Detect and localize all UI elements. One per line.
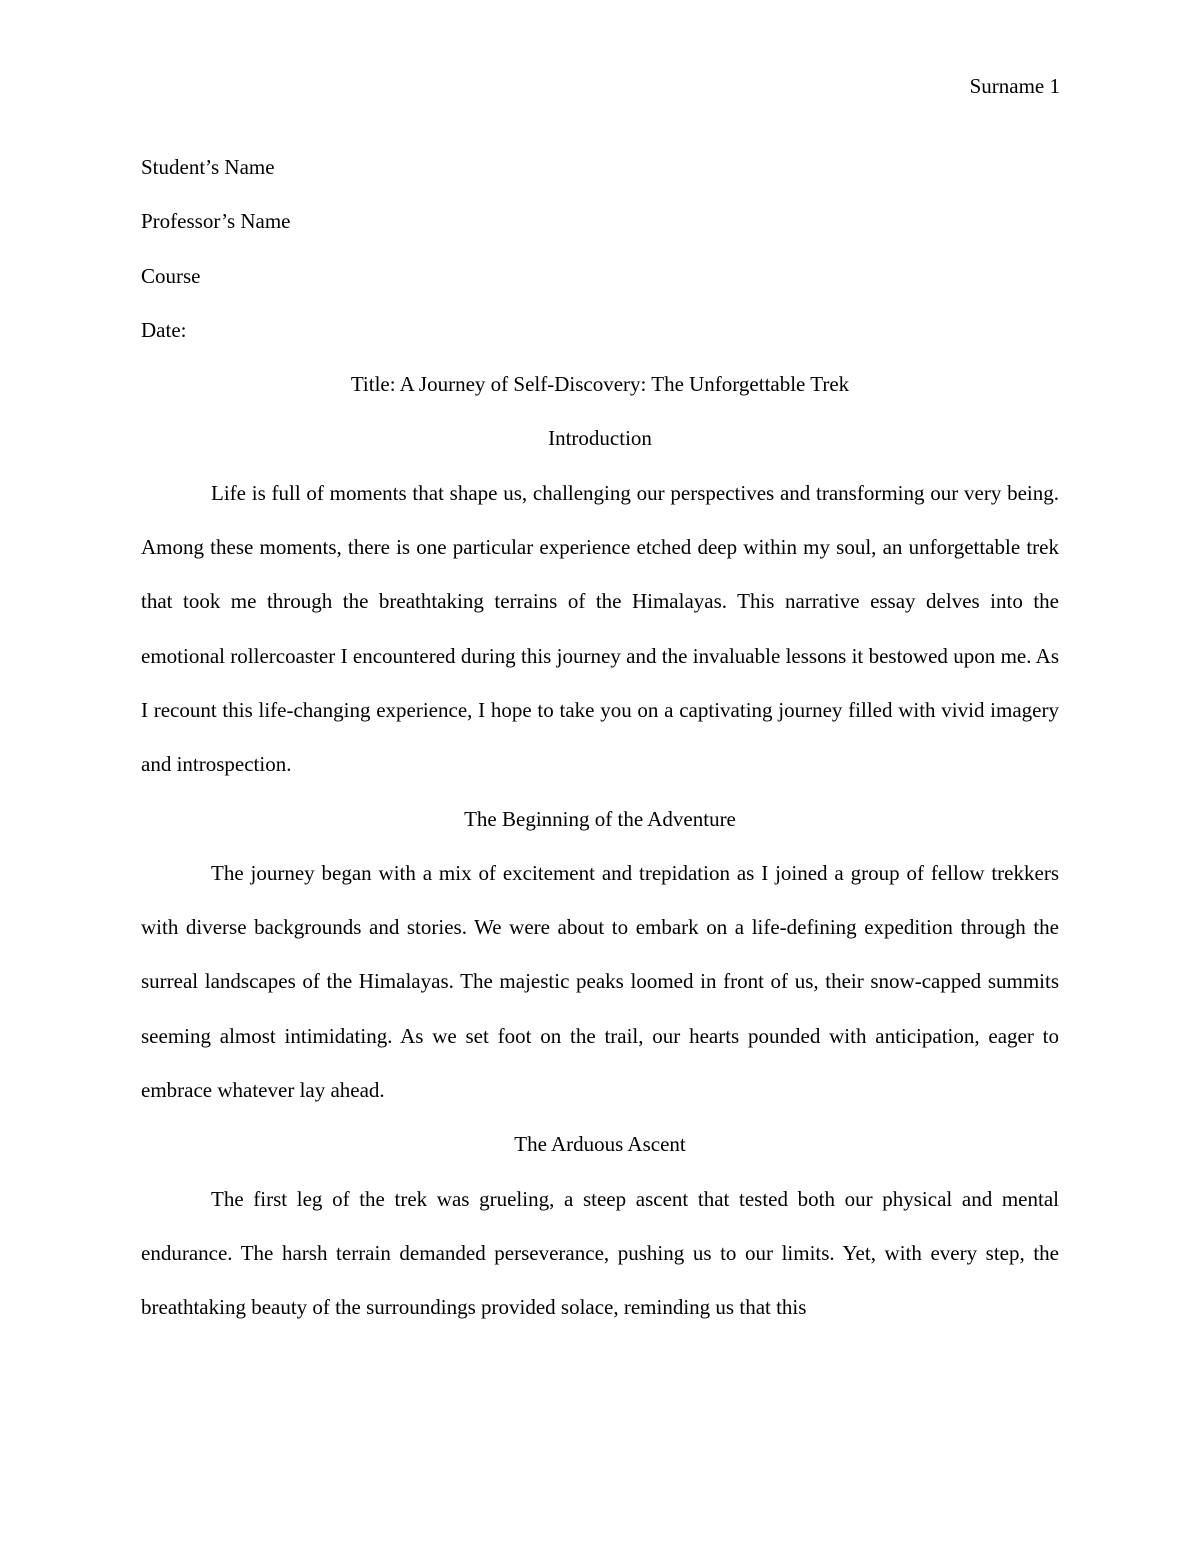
running-head: Surname 1 [969,74,1060,98]
professor-name: Professor’s Name [141,209,291,234]
paragraph-beginning: The journey began with a mix of excitement and trepidation as I joined a group of fellow trekkers with diverse backgrounds and stories. We were about to embark on a life-defining expedition through the surreal landscapes of the Himalayas. The majestic peaks loomed in front of us, their snow-capped summits seeming almost intimidating. As we set foot on the trail, our hearts pounded with anticipation, eager to embrace whatever lay ahead. [141,860,1059,1103]
section-heading-ascent: The Arduous Ascent [514,1132,686,1157]
course-name: Course [141,263,201,288]
heading-block [141,140,1059,357]
student-name: Student’s Name [141,155,275,179]
section-heading-introduction: Introduction [548,426,652,451]
essay-title: Title: A Journey of Self-Discovery: The Unforgettable Trek [350,372,850,397]
paragraph-introduction: Life is full of moments that shape us, challenging our perspectives and transforming our very being. Among these moments, there is one particular experience etched deep within my soul, an unforgettable trek that took me through the breathtaking terrains of the Himalayas. This narrative essay delves into the emotional rollercoaster I encountered during this journey and the invaluable lessons it bestowed upon me. As I recount this life-changing experience, I hope to take you on a captivating journey filled with vivid imagery and introspection. [141,480,1059,777]
paragraph-ascent: The first leg of the trek was grueling, a steep ascent that tested both our physical and mental endurance. The harsh terrain demanded perseverance, pushing us to our limits. Yet, with every step, the breathtaking beauty of the surroundings provided solace, reminding us that this [141,1186,1059,1320]
essay-body [141,140,1059,1335]
date-line: Date: [141,317,187,342]
section-heading-beginning: The Beginning of the Adventure [464,806,736,831]
